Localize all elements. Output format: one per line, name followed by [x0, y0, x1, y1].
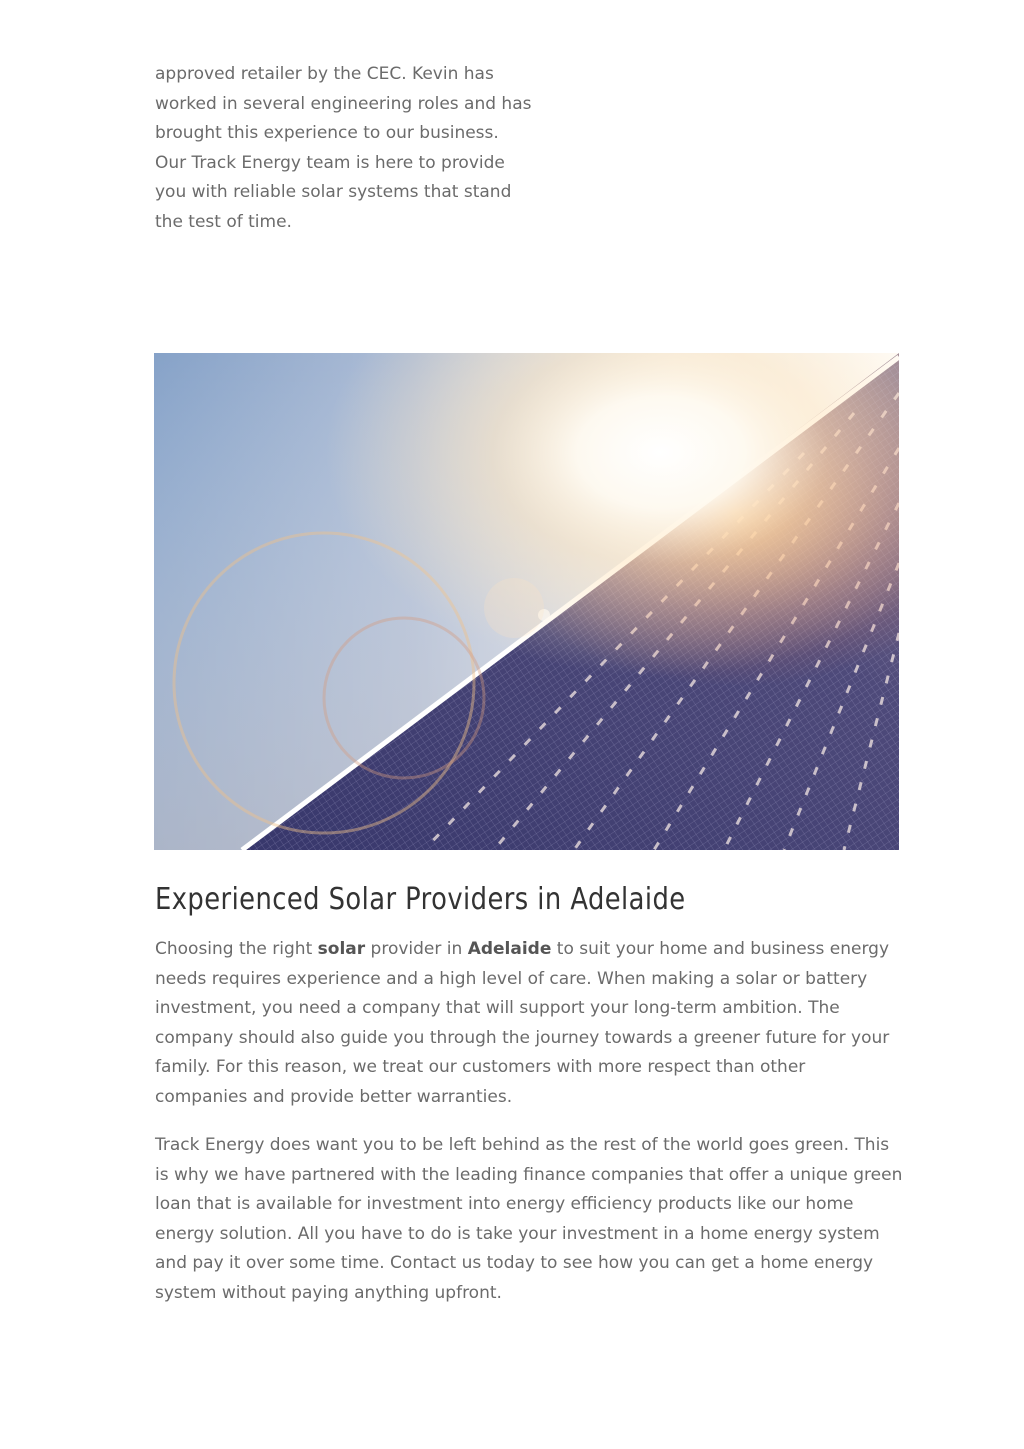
section-paragraph-1 [155, 935, 903, 1113]
keyword-solar: solar [317, 939, 366, 959]
section-paragraph-2: Track Energy does want you to be left behind as the rest of the world goes green. This is why we have partnered with the leading finance companies that offer a unique green loan that is available for investment into energy efficiency products like our home energy solution. All you have to do is take your investment in a home energy system and pay it over some time. Contact us today to see how you can get a home energy system without paying anything upfront. [155, 1135, 903, 1303]
solar-panel-image [154, 353, 899, 850]
p1-text-rest: to suit your home and business energy needs requires experience and a high level of care. When making a solar or battery investment, you need a company that will support your long-term ambition. The company should also guide you through the journey towards a greener future for your family. For this reason, we treat our customers with more respect than other companies and provide better warranties. [155, 939, 890, 1107]
p1-text-middle: provider in [365, 939, 468, 959]
keyword-adelaide: Adelaide [467, 939, 552, 959]
intro-paragraph: approved retailer by the CEC. Kevin has worked in several engineering roles and has brought this experience to our business. Our Track Energy team is here to provide you with reliable solar systems that stand the test of time. [155, 64, 532, 232]
p1-text-start: Choosing the right [155, 939, 318, 959]
section-heading: Experienced Solar Providers in Adelaide [155, 882, 686, 917]
